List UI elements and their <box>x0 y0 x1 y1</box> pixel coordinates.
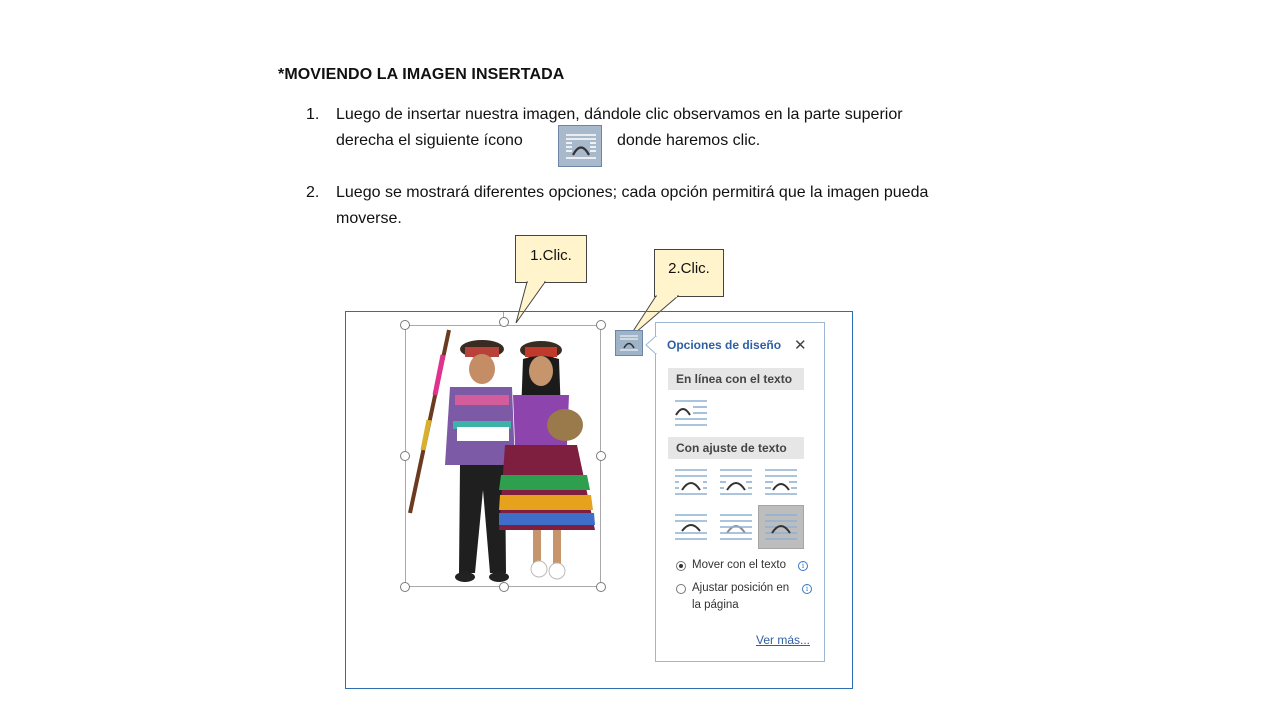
picture-selection-box[interactable] <box>405 325 601 587</box>
radio-fix-position[interactable] <box>676 584 686 594</box>
wrap-front-icon[interactable] <box>758 505 804 549</box>
callout-2-label: 2.Clic. <box>668 260 710 277</box>
resize-handle-bottom[interactable] <box>499 582 509 592</box>
wrap-through-icon[interactable] <box>763 466 799 498</box>
list-number: 1. <box>306 106 320 123</box>
wrap-behind-icon[interactable] <box>718 511 754 543</box>
resize-handle-left[interactable] <box>400 451 410 461</box>
layout-options-icon <box>558 125 602 167</box>
list-text-line2: derecha el siguiente ícono <box>336 132 523 149</box>
list-item-2 <box>306 180 1026 240</box>
page-title: *MOVIENDO LA IMAGEN INSERTADA <box>278 66 565 83</box>
resize-handle-right[interactable] <box>596 451 606 461</box>
wrap-tight-icon[interactable] <box>718 466 754 498</box>
resize-handle-top-left[interactable] <box>400 320 410 330</box>
panel-pointer <box>645 336 657 354</box>
info-icon[interactable]: i <box>798 561 808 571</box>
list-text-line2: moverse. <box>336 210 402 227</box>
list-text-line2-after: donde haremos clic. <box>617 132 761 149</box>
resize-handle-bottom-left[interactable] <box>400 582 410 592</box>
wrap-top-bottom-icon[interactable] <box>673 511 709 543</box>
list-text-line1: Luego de insertar nuestra imagen, dándole clic observamos en la parte superior <box>336 106 903 123</box>
radio-move-with-text[interactable] <box>676 561 686 571</box>
resize-handle-bottom-right[interactable] <box>596 582 606 592</box>
section-inline: En línea con el texto <box>668 368 804 390</box>
list-text-line1: Luego se mostrará diferentes opciones; cada opción permitirá que la imagen pueda <box>336 184 929 201</box>
wrap-front-glyph <box>759 506 803 548</box>
callout-2 <box>654 249 724 297</box>
close-icon[interactable]: ✕ <box>794 337 807 354</box>
option-fix-position[interactable]: Ajustar posición en <box>692 582 790 594</box>
layout-options-button[interactable] <box>615 330 643 356</box>
list-number: 2. <box>306 184 320 201</box>
callout-1-label: 1.Clic. <box>530 247 572 264</box>
layout-options-icon <box>616 331 642 355</box>
option-fix-position-line2: la página <box>692 599 739 611</box>
panel-title: Opciones de diseño <box>667 338 782 352</box>
list-text <box>336 180 1026 232</box>
see-more-link[interactable]: Ver más... <box>756 633 811 647</box>
option-move-with-text[interactable]: Mover con el texto <box>692 559 786 571</box>
wrap-inline-icon[interactable] <box>673 397 709 429</box>
callout-1 <box>515 235 587 283</box>
resize-handle-top-right[interactable] <box>596 320 606 330</box>
rotate-handle[interactable] <box>499 317 509 327</box>
wrap-square-icon[interactable] <box>673 466 709 498</box>
info-icon[interactable]: i <box>802 584 812 594</box>
section-wrap: Con ajuste de texto <box>668 437 804 459</box>
